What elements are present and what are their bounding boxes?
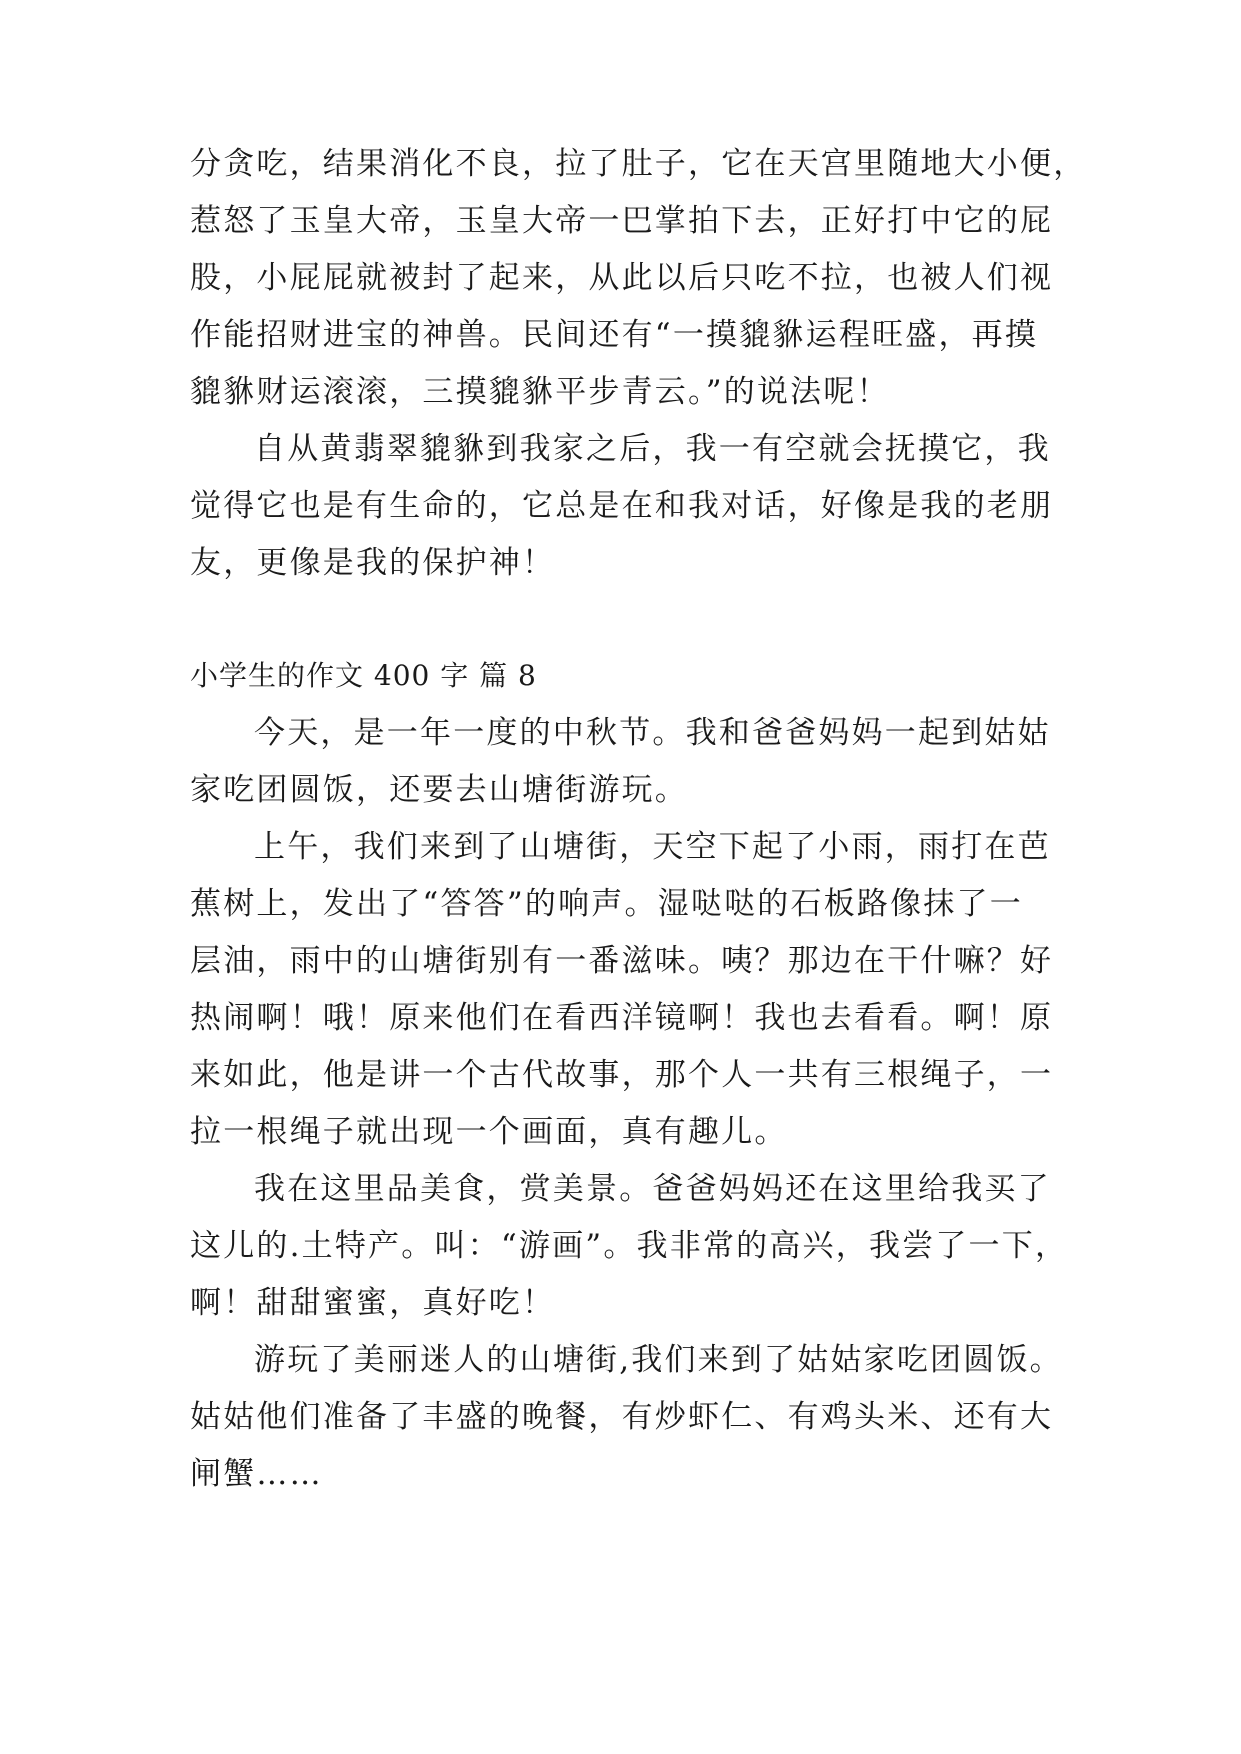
paragraph-line: 啊！甜甜蜜蜜，真好吃！ xyxy=(190,1285,556,1321)
paragraph-line: 上午，我们来到了山塘街，天空下起了小雨，雨打在芭 xyxy=(254,829,1051,865)
paragraph-line: 层油，雨中的山塘街别有一番滋味。咦？那边在干什嘛？好 xyxy=(190,943,1054,979)
paragraph-line: 闸蟹…… xyxy=(190,1456,323,1492)
paragraph-line: 分贪吃，结果消化不良，拉了肚子，它在天宫里随地大小便， xyxy=(190,146,1087,182)
paragraph-line: 我在这里品美食，赏美景。爸爸妈妈还在这里给我买了 xyxy=(254,1171,1051,1207)
paragraph-line: 友，更像是我的保护神！ xyxy=(190,545,556,581)
paragraph-line: 这儿的.土特产。叫：“游画”。我非常的高兴，我尝了一下， xyxy=(190,1228,1069,1264)
paragraph-line: 貔貅财运滚滚，三摸貔貅平步青云。”的说法呢！ xyxy=(190,374,890,410)
paragraph-line: 自从黄翡翠貔貅到我家之后，我一有空就会抚摸它，我 xyxy=(254,431,1051,467)
paragraph-line: 觉得它也是有生命的，它总是在和我对话，好像是我的老朋 xyxy=(190,488,1054,524)
paragraph-line: 姑姑他们准备了丰盛的晚餐，有炒虾仁、有鸡头米、还有大 xyxy=(190,1399,1054,1435)
paragraph-line: 拉一根绳子就出现一个画面，真有趣儿。 xyxy=(190,1114,788,1150)
paragraph-line: 游玩了美丽迷人的山塘街,我们来到了姑姑家吃团圆饭。 xyxy=(254,1342,1063,1378)
paragraph-line: 家吃团圆饭，还要去山塘街游玩。 xyxy=(190,772,688,808)
paragraph-line: 蕉树上，发出了“答答”的响声。湿哒哒的石板路像抹了一 xyxy=(190,886,1023,922)
paragraph-line: 今天，是一年一度的中秋节。我和爸爸妈妈一起到姑姑 xyxy=(254,715,1051,751)
paragraph-line: 惹怒了玉皇大帝，玉皇大帝一巴掌拍下去，正好打中它的屁 xyxy=(190,203,1054,239)
paragraph-line: 热闹啊！哦！原来他们在看西洋镜啊！我也去看看。啊！原 xyxy=(190,1000,1054,1036)
paragraph-line: 来如此，他是讲一个古代故事，那个人一共有三根绳子，一 xyxy=(190,1057,1054,1093)
section-heading: 小学生的作文 400 字 篇 8 xyxy=(190,659,537,692)
paragraph-line: 股，小屁屁就被封了起来，从此以后只吃不拉，也被人们视 xyxy=(190,260,1054,296)
paragraph-line: 作能招财进宝的神兽。民间还有“一摸貔貅运程旺盛，再摸 xyxy=(190,317,1039,353)
